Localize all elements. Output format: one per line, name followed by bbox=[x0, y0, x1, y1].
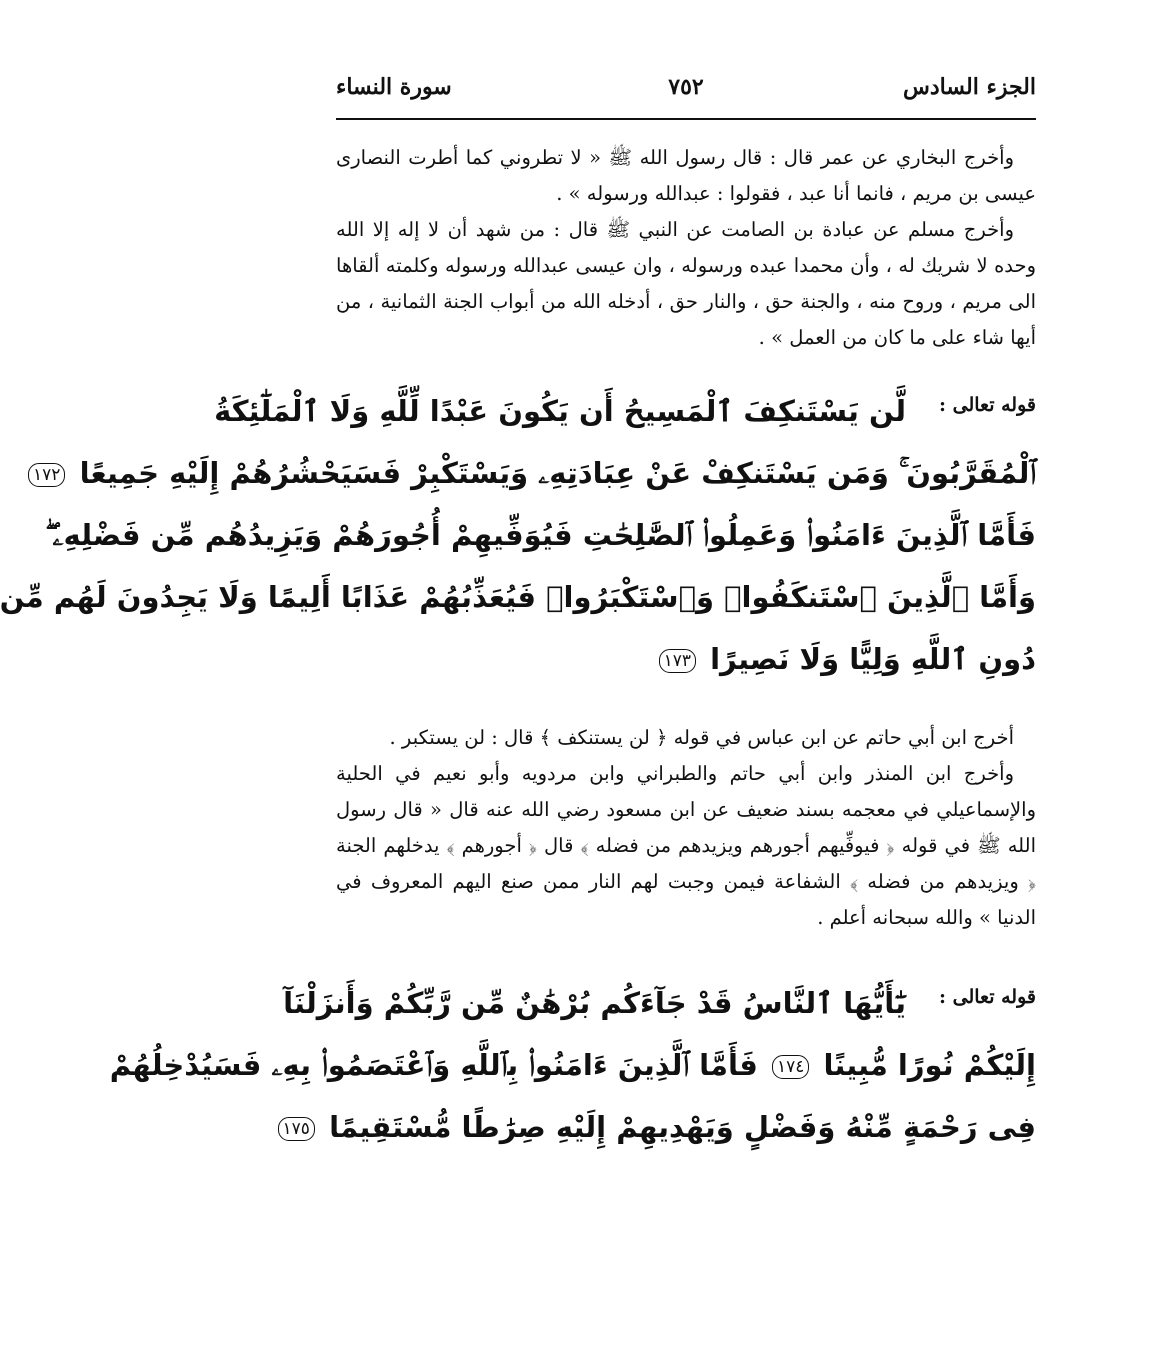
verse-line bbox=[109, 1034, 1036, 1096]
verse-line: فَأَمَّا ٱلَّذِينَ ءَامَنُوا۟ وَعَمِلُوا۟ ٱلصَّٰلِحَٰتِ فَيُوَفِّيهِمْ أُجُورَهُمْ وَيَزِيدُهُم مِّن فَضْلِهِۦ ۖ bbox=[45, 518, 1036, 552]
page-number: ٧٥٢ bbox=[668, 74, 704, 100]
verse-line bbox=[336, 628, 1036, 690]
paragraph: وأخرج ابن المنذر وابن أبي حاتم والطبراني وابن مردويه وأبو نعيم في الحلية والإسماعيلي في معجمه بسند ضعيف عن ابن مسعود رضي الله عنه قال « قال رسول الله ﷺ في قوله ﴿ فيوفِّيهم أجورهم ويزيدهم من فضله ﴾ قال ﴿ أجورهم ﴾ يدخلهم الجنة ﴿ ويزيدهم من فضله ﴾ الشفاعة فيمن وجبت لهم النار ممن صنع اليهم المعروف في الدنيا » والله سبحانه أعلم . bbox=[336, 762, 1036, 929]
verse-intro: قوله تعالى : bbox=[939, 986, 1036, 1008]
paragraph: وأخرج مسلم عن عبادة بن الصامت عن النبي ﷺ قال : من شهد أن لا إله إلا الله وحده لا شريك له ، وأن محمدا عبده ورسوله ، وان عيسى عبدالله ورسوله وكلمته ألقاها الى مريم ، وروح منه ، والجنة حق ، والنار حق ، أدخله الله من أبواب الجنة الثمانية ، من أيها شاء على ما كان من العمل » . bbox=[336, 218, 1036, 349]
running-header bbox=[336, 60, 1036, 120]
hadith-section-1 bbox=[336, 140, 1036, 356]
quran-verse-block-1 bbox=[0, 380, 1036, 690]
verse-line: يَٰٓأَيُّهَا ٱلنَّاسُ قَدْ جَآءَكُم بُرْهَٰنٌ مِّن رَّبِّكُمْ وَأَنزَلْنَآ bbox=[283, 986, 906, 1020]
verse-text: فَأَمَّا ٱلَّذِينَ ءَامَنُوا۟ بِٱللَّهِ وَٱعْتَصَمُوا۟ بِهِۦ فَسَيُدْخِلُهُمْ bbox=[109, 1048, 758, 1082]
ayah-number-mark: ١٧٢ bbox=[28, 463, 65, 487]
verse-line: وَأَمَّا ٱلَّذِينَ ٱسْتَنكَفُوا۟ وَٱسْتَكْبَرُوا۟ فَيُعَذِّبُهُمْ عَذَابًا أَلِيمًا وَلَا يَجِدُونَ لَهُم مِّن bbox=[0, 580, 1036, 614]
verse-line: لَّن يَسْتَنكِفَ ٱلْمَسِيحُ أَن يَكُونَ عَبْدًا لِّلَّهِ وَلَا ٱلْمَلَٰٓئِكَةُ bbox=[214, 394, 906, 428]
surah-label: سورة النساء bbox=[336, 74, 452, 100]
ayah-number-mark: ١٧٥ bbox=[278, 1117, 315, 1141]
verse-text: دُونِ ٱللَّهِ وَلِيًّا وَلَا نَصِيرًا bbox=[710, 642, 1036, 676]
verse-line bbox=[282, 1096, 1036, 1158]
book-page bbox=[0, 60, 1036, 1320]
verse-line bbox=[33, 442, 1036, 504]
verse-intro: قوله تعالى : bbox=[939, 394, 1036, 416]
quran-verse-block-2 bbox=[109, 972, 1036, 1158]
verse-text: إِلَيْكُمْ نُورًا مُّبِينًا bbox=[823, 1048, 1036, 1082]
ayah-number-mark: ١٧٤ bbox=[772, 1055, 809, 1079]
verse-text: فِى رَحْمَةٍ مِّنْهُ وَفَضْلٍ وَيَهْدِيهِمْ إِلَيْهِ صِرَٰطًا مُّسْتَقِيمًا bbox=[329, 1110, 1036, 1144]
ayah-number-mark: ١٧٣ bbox=[659, 649, 696, 673]
paragraph: وأخرج البخاري عن عمر قال : قال رسول الله ﷺ « لا تطروني كما أطرت النصارى عيسى بن مريم ، فانما أنا عبد ، فقولوا : عبدالله ورسوله » . bbox=[336, 146, 1036, 205]
verse-text: ٱلْمُقَرَّبُونَ ۚ وَمَن يَسْتَنكِفْ عَنْ عِبَادَتِهِۦ وَيَسْتَكْبِرْ فَسَيَحْشُرُهُمْ إِلَيْهِ جَمِيعًا bbox=[79, 456, 1036, 490]
hadith-section-2 bbox=[336, 720, 1036, 936]
paragraph: أخرج ابن أبي حاتم عن ابن عباس في قوله ﴿ لن يستنكف ﴾ قال : لن يستكبر . bbox=[389, 726, 1014, 749]
juz-label: الجزء السادس bbox=[903, 74, 1036, 100]
